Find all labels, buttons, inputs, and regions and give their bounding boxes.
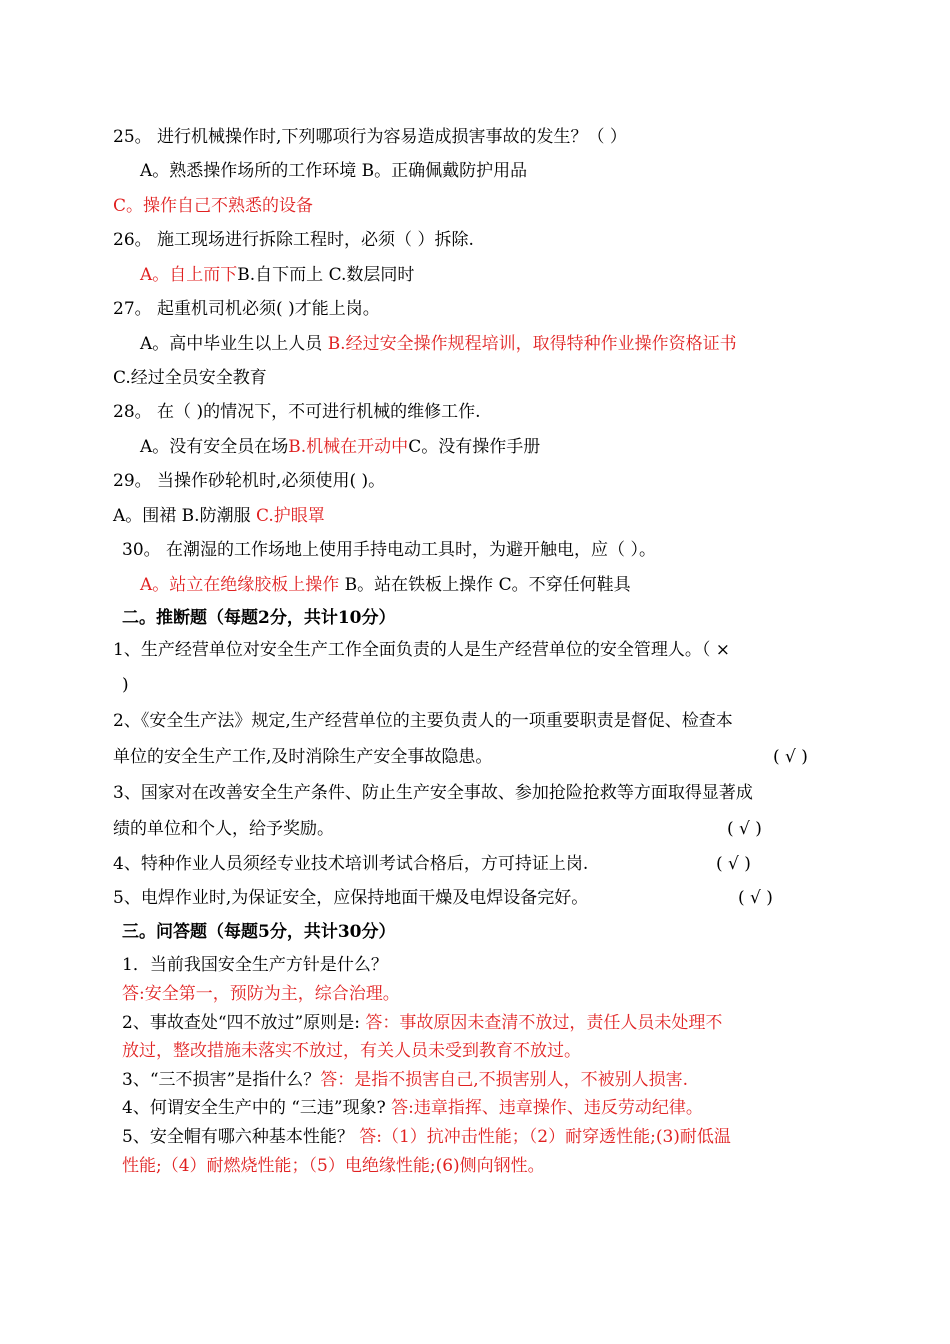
judgement-item-2-line2: 单位的安全生产工作,及时消除生产安全事故隐患。 [113,747,493,767]
judgement-item-1-line2: ) [122,675,129,695]
judgement-item-3-line2: 绩的单位和个人，给予奖励。 [113,819,334,839]
judgement-item-2-mark: ( √ ) [773,747,808,767]
question-26-options-bc: B.自下而上 C.数层同时 [237,265,415,285]
judgement-item-3-line1: 3、国家对在改善安全生产条件、防止生产安全事故、参加抢险抢救等方面取得显著成 [113,783,753,803]
question-26-options [140,263,414,287]
qa-5-answer-line1: 答:（1）抗冲击性能；（2）耐穿透性能;(3)耐低温 [359,1127,731,1147]
question-30-options [140,573,631,597]
question-25-stem: 25。 进行机械操作时,下列哪项行为容易造成损害事故的发生？（ ） [113,127,627,147]
question-27-option-c: C.经过全员安全教育 [113,368,267,388]
question-27-answer: B.经过安全操作规程培训，取得特种作业操作资格证书 [327,334,737,354]
judgement-item-2-line1: 2、《安全生产法》规定,生产经营单位的主要负责人的一项重要职责是督促、检查本 [113,711,733,731]
question-29-stem: 29。 当操作砂轮机时,必须使用( )。 [113,471,386,491]
question-30-stem: 30。 在潮湿的工作场地上使用手持电动工具时，为避开触电，应（ ）。 [122,540,656,560]
qa-5-line1 [122,1125,731,1149]
question-26-answer: A。自上而下 [140,265,238,285]
qa-4-question: 4、何谓安全生产中的 “三违”现象? [122,1098,392,1118]
question-27-options [140,332,737,356]
question-29-answer: C.护眼罩 [255,506,325,526]
question-28-answer: B.机械在开动中 [288,437,409,457]
qa-3-answer: 答：是指不损害自己,不损害别人，不被别人损害. [320,1070,689,1090]
qa-2-answer-line2: 放过，整改措施未落实不放过，有关人员未受到教育不放过。 [122,1041,581,1061]
judgement-heading: 二。推断题（每题2分，共计10分） [122,608,396,628]
qa-3-question: 3、“三不损害”是指什么？ [122,1070,321,1090]
qa-2-line1 [122,1011,722,1035]
question-28-option-a: A。没有安全员在场 [140,437,289,457]
question-29-options [113,504,325,528]
qa-heading: 三。问答题（每题5分，共计30分） [122,922,396,942]
qa-5-question: 5、安全帽有哪六种基本性能？ [122,1127,360,1147]
judgement-item-5-mark: ( √ ) [738,888,773,908]
question-27-stem: 27。 起重机司机必须( )才能上岗。 [113,299,380,319]
judgement-item-4-line1: 4、特种作业人员须经专业技术培训考试合格后，方可持证上岗. [113,854,589,874]
judgement-item-3-mark: ( √ ) [727,819,762,839]
question-30-options-bc: B。站在铁板上操作 C。不穿任何鞋具 [339,575,631,595]
qa-4-answer: 答:违章指挥、违章操作、违反劳动纪律。 [391,1098,703,1118]
qa-4-line [122,1096,703,1120]
question-29-options-ab: A。围裙 B.防潮服 [113,506,256,526]
question-28-stem: 28。 在（ )的情况下，不可进行机械的维修工作. [113,402,481,422]
qa-1-question: 1．当前我国安全生产方针是什么？ [122,955,388,975]
question-27-option-a: A。高中毕业生以上人员 [140,334,328,354]
judgement-item-1-line1: 1、生产经营单位对安全生产工作全面负责的人是生产经营单位的安全管理人。（ × [113,640,730,660]
qa-5-answer-line2: 性能;（4）耐燃烧性能；（5）电绝缘性能;(6)侧向钢性。 [122,1156,545,1176]
question-25-options-ab: A。熟悉操作场所的工作环境 B。正确佩戴防护用品 [140,161,528,181]
qa-1-answer: 答:安全第一，预防为主，综合治理。 [122,984,400,1004]
question-28-option-c: C。没有操作手册 [408,437,541,457]
judgement-item-4-mark: ( √ ) [716,854,751,874]
question-28-options [140,435,540,459]
question-30-answer: A。站立在绝缘胶板上操作 [140,575,340,595]
qa-3-line [122,1068,688,1092]
question-25-answer: C。操作自己不熟悉的设备 [113,196,314,216]
qa-2-question: 2、事故查处“四不放过”原则是: [122,1013,366,1033]
qa-2-answer-line1: 答：事故原因未查清不放过，责任人员未处理不 [365,1013,723,1033]
question-26-stem: 26。 施工现场进行拆除工程时，必须（ ）拆除. [113,230,474,250]
judgement-item-5-line1: 5、电焊作业时,为保证安全，应保持地面干燥及电焊设备完好。 [113,888,589,908]
